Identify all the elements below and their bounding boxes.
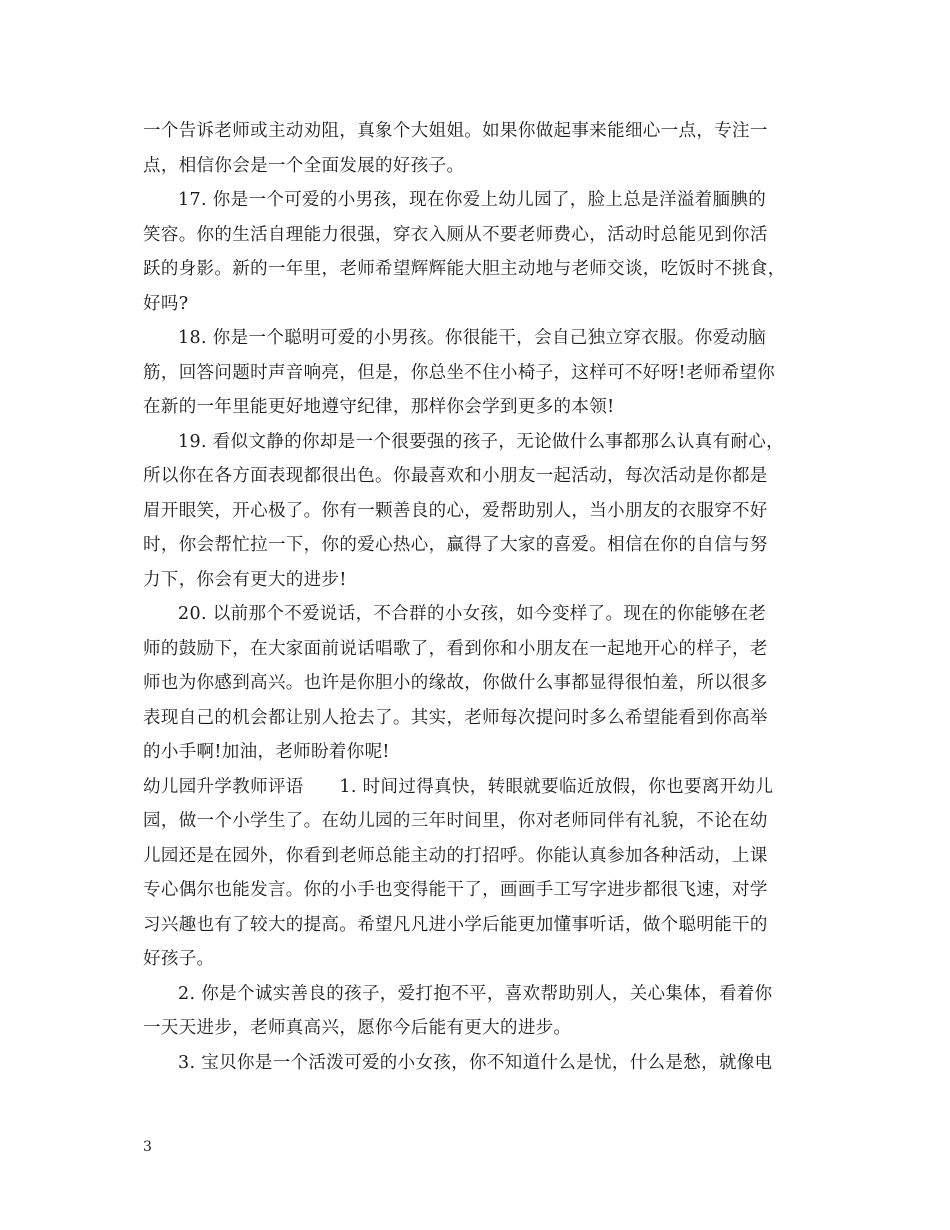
text-line: 好吗? (143, 293, 189, 314)
text-line: 师的鼓励下，在大家面前说话唱歌了，看到你和小朋友在一起地开心的样子，老 (143, 638, 768, 659)
text-line: 表现自己的机会都让别人抢去了。其实，老师每次提问时多么希望能看到你高举 (143, 707, 768, 728)
text-line: 点，相信你会是一个全面发展的好孩子。 (143, 155, 465, 176)
text-line: 一天天进步，老师真高兴，愿你今后能有更大的进步。 (143, 1018, 572, 1038)
text-line: 2. 你是个诚实善良的孩子，爱打抱不平，喜欢帮助别人，关心集体，看着你 (178, 983, 773, 1004)
text-line: 所以你在各方面表现都很出色。你最喜欢和小朋友一起活动，每次活动是你都是 (143, 466, 768, 486)
text-line: 17. 你是一个可爱的小男孩，现在你爱上幼儿园了，脸上总是洋溢着腼腆的 (178, 190, 767, 210)
text-line: 时，你会帮忙拉一下，你的爱心热心，赢得了大家的喜爱。相信在你的自信与努 (143, 535, 768, 555)
text-line: 师也为你感到高兴。也许是你胆小的缘故，你做什么事都显得很怕羞，所以很多 (143, 673, 768, 693)
text-line: 儿园还是在园外，你看到老师总能主动的打招呼。你能认真参加各种活动，上课 (143, 845, 768, 866)
text-line: 专心偶尔也能发言。你的小手也变得能干了，画画手工写字进步都很飞速，对学 (143, 880, 768, 900)
body-text (143, 114, 811, 1080)
text-line: 在新的一年里能更好地遵守纪律，那样你会学到更多的本领! (143, 397, 615, 417)
text-line: 的小手啊!加油，老师盼着你呢! (143, 742, 390, 762)
text-line: 18. 你是一个聪明可爱的小男孩。你很能干，会自己独立穿衣服。你爱动脑 (178, 328, 767, 348)
text-line: 园，做一个小学生了。在幼儿园的三年时间里，你对老师同伴有礼貌，不论在幼 (143, 811, 768, 831)
text-line: 眉开眼笑，开心极了。你有一颗善良的心，爱帮助别人，当小朋友的衣服穿不好 (143, 500, 768, 521)
text-line: 好孩子。 (143, 949, 215, 969)
text-line: 3. 宝贝你是一个活泼可爱的小女孩，你不知道什么是忧，什么是愁，就像电 (178, 1052, 773, 1073)
text-line: 跃的身影。新的一年里，老师希望辉辉能大胆主动地与老师交谈，吃饭时不挑食， (143, 259, 786, 279)
text-line: 19. 看似文静的你却是一个很要强的孩子，无论做什么事都那么认真有耐心， (178, 431, 784, 452)
text-line: 筋，回答问题时声音响亮，但是，你总坐不住小椅子，这样可不好呀!老师希望你 (143, 362, 776, 383)
text-line: 20. 以前那个不爱说话，不合群的小女孩，如今变样了。现在的你能够在老 (178, 604, 767, 624)
text-line: 力下，你会有更大的进步! (143, 569, 347, 590)
text-line: 一个告诉老师或主动劝阻，真象个大姐姐。如果你做起事来能细心一点，专注一 (143, 121, 768, 141)
text-line: 笑容。你的生活自理能力很强，穿衣入厕从不要老师费心，活动时总能见到你活 (143, 224, 768, 245)
text-line: 习兴趣也有了较大的提高。希望凡凡进小学后能更加懂事听话，做个聪明能干的 (143, 914, 768, 935)
section-heading-line: 幼儿园升学教师评语 1. 时间过得真快，转眼就要临近放假，你也要离开幼儿 (143, 776, 774, 797)
page-number: 3 (143, 1139, 152, 1155)
